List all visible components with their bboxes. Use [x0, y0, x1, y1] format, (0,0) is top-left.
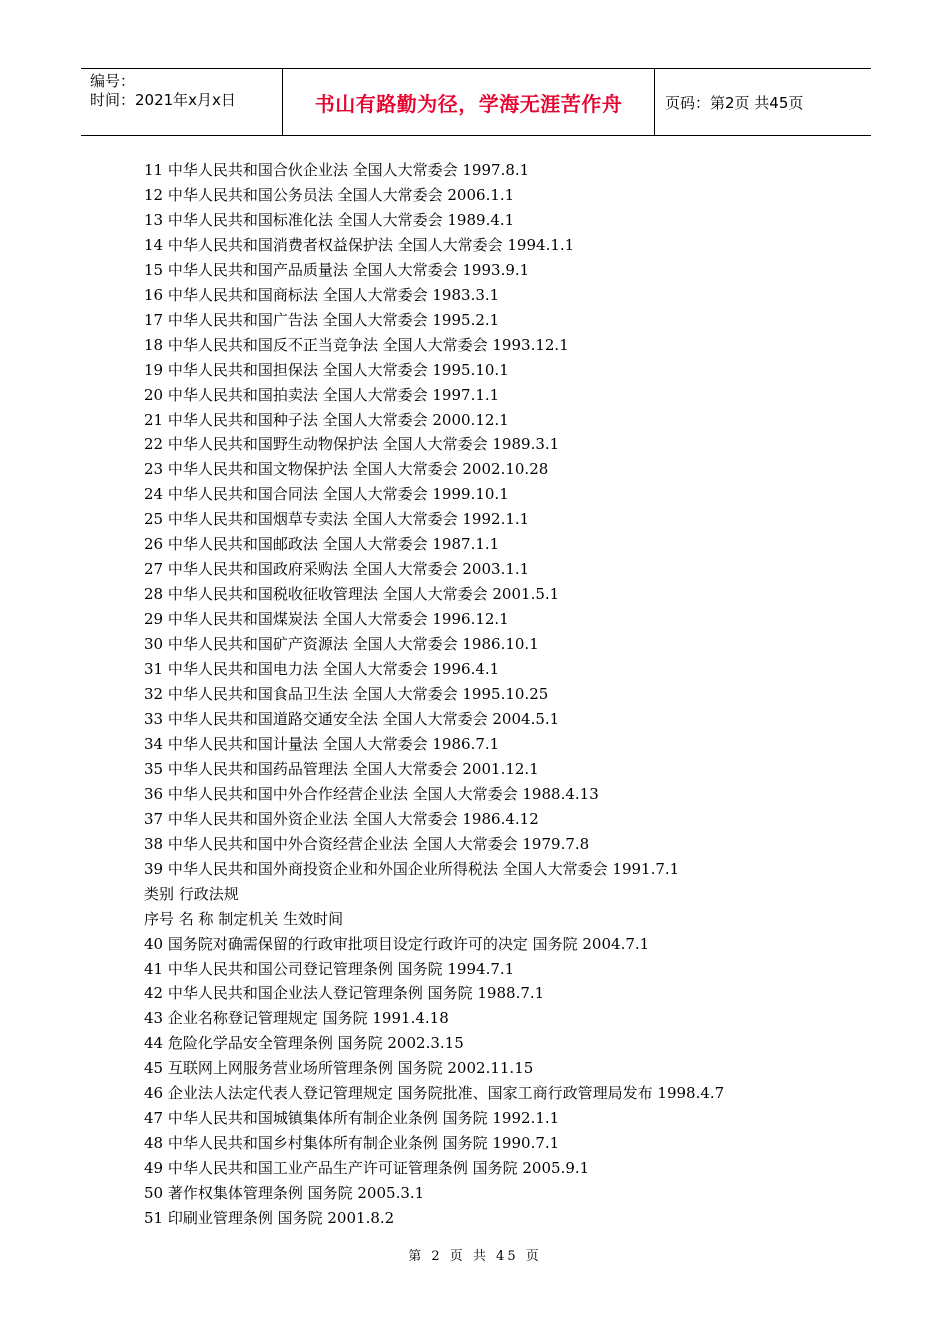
list-item: 30 中华人民共和国矿产资源法 全国人大常委会 1986.10.1 [144, 635, 539, 654]
list-item: 17 中华人民共和国广告法 全国人大常委会 1995.2.1 [144, 310, 500, 329]
page-footer: 第 2 页 共 45 页 [408, 1249, 542, 1264]
list-item: 类别 行政法规 [144, 884, 239, 903]
list-item: 11 中华人民共和国合伙企业法 全国人大常委会 1997.8.1 [144, 161, 530, 179]
list-item: 25 中华人民共和国烟草专卖法 全国人大常委会 1992.1.1 [144, 510, 530, 529]
list-item: 19 中华人民共和国担保法 全国人大常委会 1995.10.1 [144, 360, 509, 379]
list-item: 12 中华人民共和国公务员法 全国人大常委会 2006.1.1 [144, 185, 515, 204]
list-item: 49 中华人民共和国工业产品生产许可证管理条例 国务院 2005.9.1 [144, 1159, 590, 1178]
list-item: 21 中华人民共和国种子法 全国人大常委会 2000.12.1 [144, 410, 509, 429]
list-item: 16 中华人民共和国商标法 全国人大常委会 1983.3.1 [144, 285, 500, 304]
list-item: 39 中华人民共和国外商投资企业和外国企业所得税法 全国人大常委会 1991.7.1 [144, 859, 680, 878]
list-item: 34 中华人民共和国计量法 全国人大常委会 1986.7.1 [144, 734, 500, 753]
list-item: 46 企业法人法定代表人登记管理规定 国务院批准、国家工商行政管理局发布 1998.4.7 [144, 1084, 725, 1103]
list-item: 47 中华人民共和国城镇集体所有制企业条例 国务院 1992.1.1 [144, 1109, 560, 1128]
list-item: 15 中华人民共和国产品质量法 全国人大常委会 1993.9.1 [144, 260, 530, 279]
list-item: 42 中华人民共和国企业法人登记管理条例 国务院 1988.7.1 [144, 984, 545, 1003]
list-item: 20 中华人民共和国拍卖法 全国人大常委会 1997.1.1 [144, 385, 500, 404]
document-time-label: 时间：2021年x月x日 [90, 91, 236, 109]
list-item: 32 中华人民共和国食品卫生法 全国人大常委会 1995.10.25 [144, 685, 549, 704]
document-number-label: 编号： [90, 72, 136, 90]
list-item: 51 印刷业管理条例 国务院 2001.8.2 [144, 1209, 395, 1228]
list-item: 29 中华人民共和国煤炭法 全国人大常委会 1996.12.1 [144, 610, 509, 629]
list-item: 13 中华人民共和国标准化法 全国人大常委会 1989.4.1 [144, 210, 515, 229]
list-item: 45 互联网上网服务营业场所管理条例 国务院 2002.11.15 [144, 1059, 534, 1078]
list-item: 35 中华人民共和国药品管理法 全国人大常委会 2001.12.1 [144, 759, 539, 778]
list-item: 22 中华人民共和国野生动物保护法 全国人大常委会 1989.3.1 [144, 435, 560, 454]
law-list [144, 158, 864, 1231]
list-item: 序号 名 称 制定机关 生效时间 [144, 909, 344, 928]
header-meta [81, 69, 283, 135]
list-item: 26 中华人民共和国邮政法 全国人大常委会 1987.1.1 [144, 535, 500, 554]
list-item: 33 中华人民共和国道路交通安全法 全国人大常委会 2004.5.1 [144, 709, 560, 728]
list-item: 36 中华人民共和国中外合作经营企业法 全国人大常委会 1988.4.13 [144, 784, 599, 803]
list-item: 38 中华人民共和国中外合资经营企业法 全国人大常委会 1979.7.8 [144, 834, 590, 853]
list-item: 31 中华人民共和国电力法 全国人大常委会 1996.4.1 [144, 660, 500, 679]
list-item: 28 中华人民共和国税收征收管理法 全国人大常委会 2001.5.1 [144, 585, 560, 604]
page-header [81, 68, 871, 136]
list-item: 40 国务院对确需保留的行政审批项目设定行政许可的决定 国务院 2004.7.1 [144, 934, 650, 953]
list-item: 18 中华人民共和国反不正当竞争法 全国人大常委会 1993.12.1 [144, 335, 569, 354]
list-item: 37 中华人民共和国外资企业法 全国人大常委会 1986.4.12 [144, 809, 539, 828]
list-item: 41 中华人民共和国公司登记管理条例 国务院 1994.7.1 [144, 959, 515, 978]
list-item: 27 中华人民共和国政府采购法 全国人大常委会 2003.1.1 [144, 560, 530, 579]
list-item: 43 企业名称登记管理规定 国务院 1991.4.18 [144, 1009, 449, 1028]
header-motto: 书山有路勤为径，学海无涯苦作舟 [283, 69, 655, 135]
list-item: 23 中华人民共和国文物保护法 全国人大常委会 2002.10.28 [144, 460, 549, 479]
list-item: 48 中华人民共和国乡村集体所有制企业条例 国务院 1990.7.1 [144, 1134, 560, 1153]
list-item: 14 中华人民共和国消费者权益保护法 全国人大常委会 1994.1.1 [144, 235, 575, 254]
list-item: 44 危险化学品安全管理条例 国务院 2002.3.15 [144, 1034, 464, 1053]
list-item: 50 著作权集体管理条例 国务院 2005.3.1 [144, 1184, 425, 1203]
header-page-info: 页码：第2页 共45页 [665, 93, 804, 112]
list-item: 24 中华人民共和国合同法 全国人大常委会 1999.10.1 [144, 485, 509, 504]
